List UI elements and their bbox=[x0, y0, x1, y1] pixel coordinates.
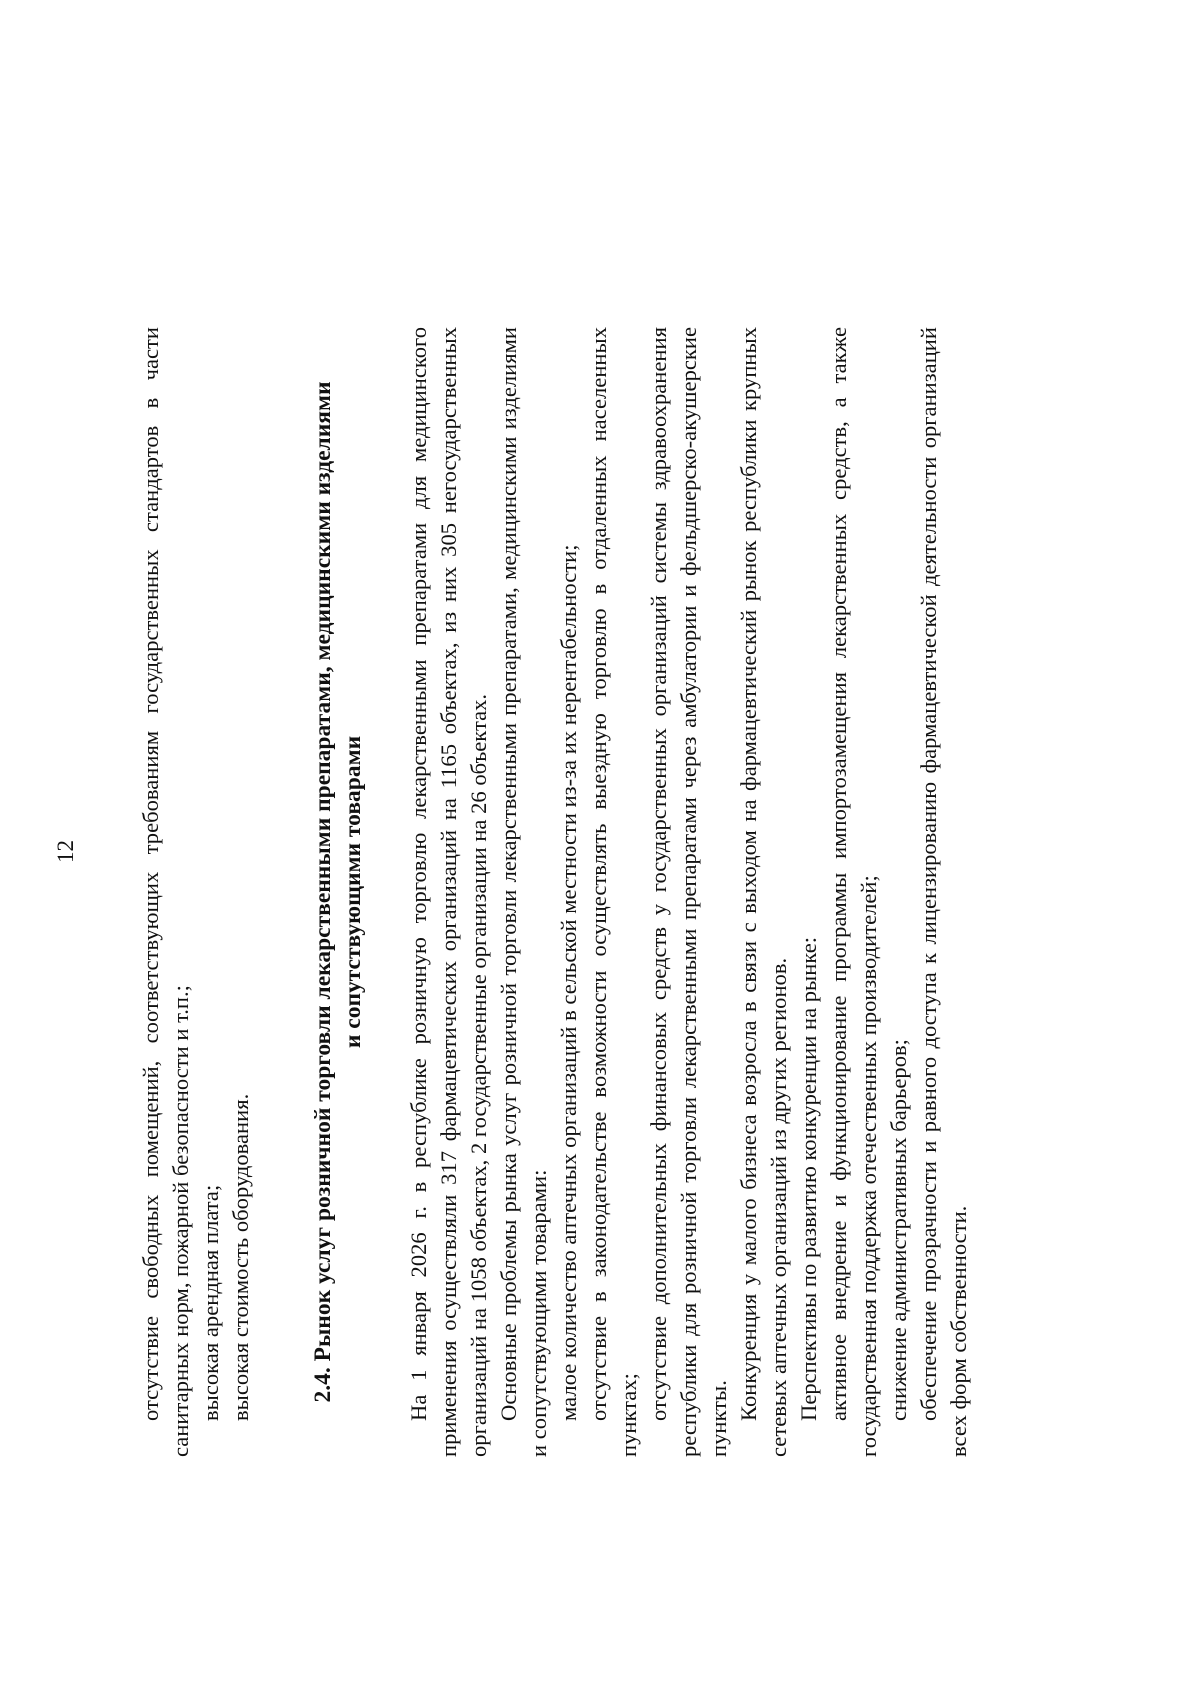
page-number: 12 bbox=[53, 840, 78, 863]
intro-item: высокая арендная плата; bbox=[198, 1184, 223, 1421]
body-paragraph: На 1 января 2026 г. в республике розничную торговлю лекарственными препаратами для медицинского применения осуществляли 317 фармацевтических организаций на 1165 объектах, из них 305 негосударственных организаций на 1058 объектах, 2 государственные организации на 26 объектах. bbox=[406, 327, 491, 1457]
body-list-item: обеспечение прозрачности и равного доступа к лицензированию фармацевтической деятельности организаций всех форм собственности. bbox=[916, 327, 971, 1457]
section-heading bbox=[308, 327, 368, 1457]
intro-list bbox=[136, 327, 256, 1457]
body-list-item: снижение административных барьеров; bbox=[886, 1039, 911, 1421]
section-heading-line-1: 2.4. Рынок услуг розничной торговли лекарственными препаратами, медицинскими изделиями bbox=[310, 381, 336, 1403]
body-list-item: отсутствие дополнительных финансовых средств у государственных организаций системы здравоохранения республики для розничной торговли лекарственными препаратами через амбулатории и фельдшерско-акушерские пункты. bbox=[646, 327, 731, 1457]
body-list-item: малое количество аптечных организаций в сельской местности из-за их нерентабельности; bbox=[556, 544, 581, 1421]
intro-item: высокая стоимость оборудования. bbox=[228, 1093, 253, 1421]
body-list-item: отсутствие в законодательстве возможности осуществлять выездную торговлю в отдаленных населенных пунктах; bbox=[586, 327, 641, 1457]
section-heading-line-2: и сопутствующими товарами bbox=[340, 735, 366, 1049]
section-body bbox=[404, 327, 974, 1457]
intro-item: отсутствие свободных помещений, соответствующих требованиям государственных стандартов в части санитарных норм, пожарной безопасности и т.п.; bbox=[138, 327, 193, 1457]
body-list-item: активное внедрение и функционирование программы импортозамещения лекарственных средств, а также государственная поддержка отечественных производителей; bbox=[826, 327, 881, 1457]
body-paragraph: Основные проблемы рынка услуг розничной торговли лекарственными препаратами, медицинскими изделиями и сопутствующими товарами: bbox=[496, 327, 551, 1457]
body-paragraph: Перспективы по развитию конкуренции на рынке: bbox=[796, 936, 821, 1421]
body-paragraph: Конкуренция у малого бизнеса возросла в связи с выходом на фармацевтический рынок республики крупных сетевых аптечных организаций из других регионов. bbox=[736, 327, 791, 1457]
